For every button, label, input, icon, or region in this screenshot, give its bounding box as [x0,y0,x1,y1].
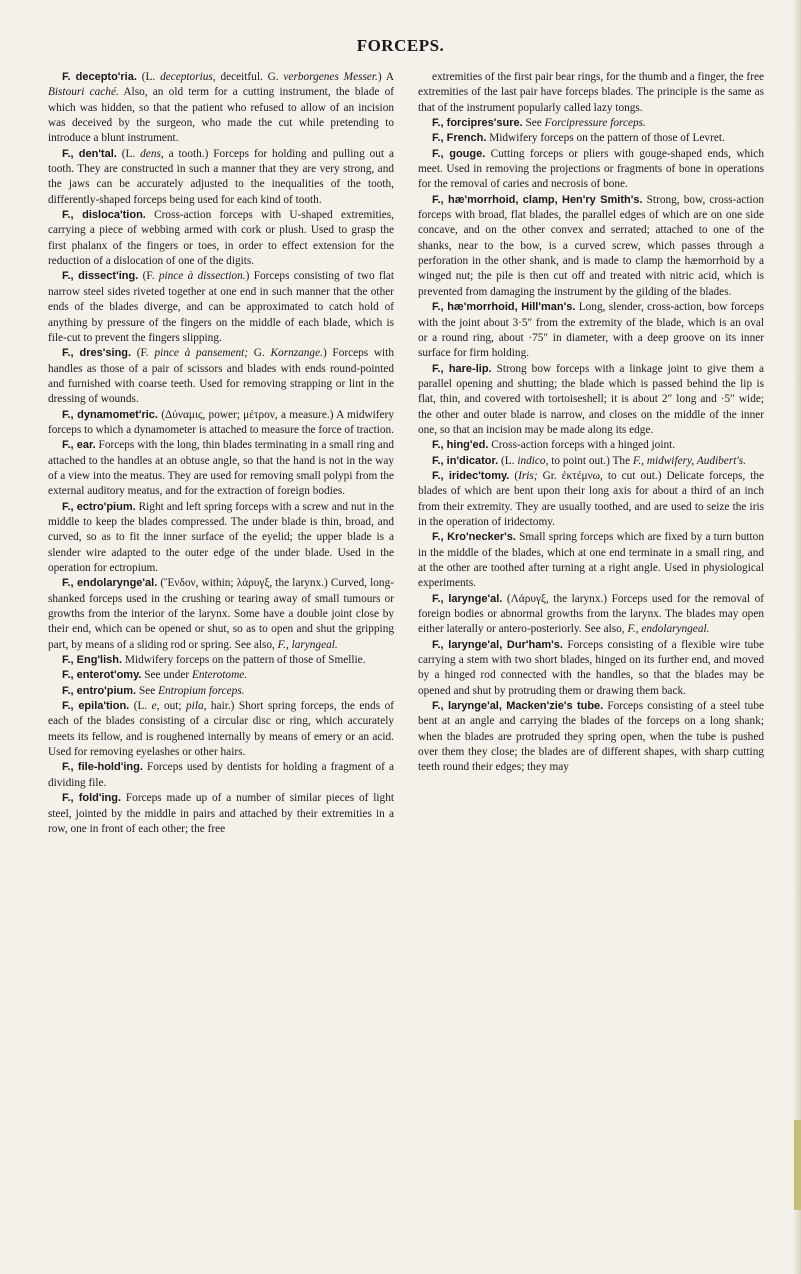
entry-italic-text: e, [151,700,160,713]
entry-headword: F., larynge'al. [432,592,503,605]
entry-headword: F., forcipres'sure. [432,117,523,130]
entry-text: Strong, bow, cross-action forceps with broad, flat blades, the parallel edges of which are on one side concave, and on the other convex and serrated; attached to one of the shanks, near to the bow, is a curved screw, which passes through a perforation in the other shank, and is made to clamp the hæmorrhoid by a winged nut; the pile is then cut off and treated with nitric acid, which is prevented from damaging the instrument by the gilding of the blades. [418,193,764,298]
entry-headword: F., den'tal. [62,147,117,160]
entry-headword: F., file-hold'ing. [62,761,143,774]
entry-text: out; [159,700,187,713]
entry-text: (F. [131,347,155,360]
entry-headword: F., disloca'tion. [62,209,146,222]
entry-italic-text: Forcipressure forceps. [544,117,646,130]
entry-headword: F., enterot'omy. [62,669,142,682]
entry-text: Cross-action forceps with U-shaped extremities, carrying a piece of webbing armed with cork or plush. Used to grasp the first phalanx of the fingers or toes, in order to effect extension for the reduction of a dislocation of one of the digits. [48,209,394,268]
dictionary-entry [48,699,394,760]
dictionary-entry [418,300,764,361]
page-edge [793,0,801,1274]
entry-headword: F., larynge'al, Dur'ham's. [432,638,563,651]
dictionary-entry [418,638,764,699]
dictionary-entry [48,668,394,683]
entry-headword: F., epila'tion. [62,700,130,713]
entry-headword: F., dres'sing. [62,347,132,360]
dictionary-entry [418,454,764,469]
entry-text: Right and left spring forceps with a screw and nut in the middle to keep the blades compressed. The under blade is thin, broad, and curved, so as to fit the inner surface of the eyelid; the upper blade is a slender wire adapted to the outer edge of the under blade. Used in the operation for ectropium. [48,500,394,574]
entry-italic-text: dens, [140,147,164,160]
entry-text: Forceps made up of a number of similar pieces of light steel, jointed by the middle in pairs and attached by their extremities in a row, one in front of each other; the free [48,792,394,835]
entry-headword: F., ear. [62,439,96,452]
dictionary-columns [48,70,764,1250]
entry-text: (L. [116,147,141,160]
entry-headword: F., fold'ing. [62,792,122,805]
entry-text: (F. [138,270,159,283]
entry-italic-text: Enterotome. [191,669,248,682]
entry-italic-text: deceptorius, [160,71,216,83]
dictionary-entry [48,147,394,208]
entry-headword: F., Kro'necker's. [432,531,516,544]
entry-headword: F., Eng'lish. [62,654,123,667]
dictionary-entry [48,684,394,699]
entry-italic-text: Kornzange. [270,347,323,360]
entry-italic-text: F., endolaryngeal. [627,623,710,636]
entry-text: See [522,117,545,130]
entry-text: Cross-action forceps with a hinged joint. [488,439,676,452]
dictionary-entry [48,576,394,653]
entry-headword: F., hæ'morrhoid, clamp, Hen'ry Smith's. [432,193,643,206]
entry-italic-text: verborgenes Messer. [283,71,378,83]
dictionary-entry [48,760,394,791]
dictionary-entry [48,791,394,837]
dictionary-entry [418,193,764,300]
entry-text: Also, an old term for a cutting instrument, the blade of which was hidden, so that the patient who refused to allow of an incision was deceived by the surgeon, who made the cut while pretending to introduce a blunt instrument. [48,86,394,145]
entry-italic-text: Bistouri caché. [48,86,119,99]
entry-text: ) Forceps consisting of two flat narrow steel sides riveted together at one end in such manner that the other ends of the blades diverge, and can be approximated to catch hold of anything by pressure of the fingers on the middle of each blade, which is file-cut to prevent the fingers slipping. [48,270,394,344]
entry-text: Gr. ἐκτέμνω, to cut out.) Delicate forceps, the blades of which are bent upon their long axis for about a third of an inch from their extremity. They are usually toothed, and are used to seize the iris in the operation of iridectomy. [418,469,765,528]
entry-text: (Ἔνδον, within; λάρυγξ, the larynx.) Curved, long-shanked forceps used in the crushing or tearing away of small tumours or growths from the interior of the larynx. Some have a double joint close by their end, which can be opened or shut, so as to open and shut the gripping part, by means of a sliding rod or spring. See also, [48,577,394,651]
left-column [48,70,394,1250]
dictionary-entry [48,269,394,346]
entry-text: a tooth.) Forceps for holding and pulling out a tooth. They are constructed in such a manner that they are very strong, and the jaws can be accurately adjusted to the inequalities of the tooth, differently-shaped forceps being used for each kind of tooth. [48,147,394,206]
dictionary-entry [48,208,394,269]
entry-italic-text: pince à dissection. [158,270,246,283]
entry-headword: F. decepto'ria. [62,71,137,83]
entry-text: G. [248,347,271,360]
entry-headword: F., hing'ed. [432,439,489,452]
entry-italic-text: pila, [186,700,207,713]
entry-text: (Λάρυγξ, the larynx.) Forceps used for the removal of foreign bodies or abnormal growths from the larynx. The blades may open either laterally or antero-posteriorly. See also, [418,592,764,636]
entry-text: (Δύναμις, power; μέτρον, a measure.) A midwifery forceps to which a dynamometer is attached to measure the force of traction. [48,408,395,436]
entry-text: (L. [129,700,152,713]
dictionary-entry [418,131,764,146]
dictionary-entry [418,530,764,591]
entry-text: deceitful. G. [215,71,284,83]
entry-headword: F., larynge'al, Macken'zie's tube. [432,700,604,713]
entry-italic-text: Iris; [518,469,538,482]
dictionary-entry [418,116,764,131]
entry-text: hair.) Short spring forceps, the ends of each of the blades consisting of a circular disc or ring, which accurately meets its fellow, and is roughened internally by means of emery or an acid. Used for removing eyelashes or other hairs. [48,700,394,759]
entry-text: Forceps consisting of a flexible wire tube carrying a stem with two short blades, hinged on its further end, and moved by a hinged rod connected with the handles, so that the blades may be opened and shut by protruding them or drawing them back. [418,638,764,697]
right-column [418,70,764,1250]
entry-text: Small spring forceps which are fixed by a turn button in the middle of the blades, which at one end terminate in a small ring, and at the other are toothed after turning at a right angle. Used in physiological experiments. [418,531,764,590]
dictionary-entry [418,699,764,776]
entry-text: Forceps consisting of a steel tube bent at an angle and carrying the blades of the forceps on a long shank; when the blades are protruded they spring open, when the tube is pushed over them they close; the blades are of different shapes, with sharp cutting teeth round their edges; they may [418,700,764,774]
entry-headword: F., hare-lip. [432,362,492,375]
entry-text: ( [509,469,519,482]
dictionary-entry [418,70,764,116]
dictionary-entry [48,346,394,407]
dictionary-entry [48,500,394,577]
entry-text: to point out.) The [548,454,633,467]
entry-text: Midwifery forceps on the pattern of those of Levret. [486,132,725,145]
entry-text: See under [141,669,192,682]
entry-headword: F., dynamomet'ric. [62,408,158,421]
page-title: FORCEPS. [356,36,445,55]
entry-text: extremities of the first pair bear rings, for the thumb and a finger, the free extremities of the last pair have forceps blades. The principle is the same as that of the instrument popularly called lazy tongs. [418,71,764,114]
dictionary-entry [418,469,764,530]
entry-headword: F., hæ'morrhoid, Hill'man's. [432,301,576,314]
entry-text: ) A [377,71,394,83]
entry-headword: F., iridec'tomy. [432,469,510,482]
page-tab-marker [794,1120,801,1210]
entry-italic-text: indico, [517,454,549,467]
dictionary-entry [418,147,764,193]
entry-headword: F., gouge. [432,147,486,160]
entry-headword: F., French. [432,132,487,145]
entry-headword: F., in'dicator. [432,454,499,467]
entry-text: Forceps with the long, thin blades terminating in a small ring and attached to the handles at an obtuse angle, so that the hand is not in the way of a view into the meatus. They are used for removing small polypi from the external auditory meatus, and for the extraction of foreign bodies. [48,439,394,498]
dictionary-entry [418,592,764,638]
entry-text: Strong bow forceps with a linkage joint to give them a parallel opening and shutting; the blade which is passed behind the lip is flat, thin, and covered with tortoiseshell; it is about 2″ long and ·5″ wide; the other and outer blade is narrow, and closes on the middle of the inner one, so that an incision may be made along its edge. [418,362,764,436]
dictionary-entry [418,438,764,453]
dictionary-entry [48,438,394,499]
entry-italic-text: Entropium forceps. [158,684,245,697]
entry-text: Midwifery forceps on the pattern of those of Smellie. [122,654,366,667]
dictionary-entry [48,70,394,147]
entry-text: Forceps used by dentists for holding a fragment of a dividing file. [48,761,394,789]
entry-headword: F., entro'pium. [62,684,137,697]
entry-italic-text: F., midwifery, Audibert's. [632,454,746,467]
entry-text: (L. [498,454,518,467]
entry-headword: F., dissect'ing. [62,270,139,283]
entry-text: See [136,684,159,697]
entry-italic-text: pince à pansement; [154,347,249,360]
dictionary-entry [418,362,764,439]
dictionary-entry [48,408,394,439]
entry-italic-text: F., laryngeal. [277,638,338,651]
entry-headword: F., ectro'pium. [62,500,136,513]
dictionary-entry [48,653,394,668]
entry-text: ) Forceps with handles as those of a pair of scissors and blades with ends round-pointed and furnished with coarse teeth. Used for removing strapping or lint in the dressing of wounds. [48,347,394,406]
entry-text: (L. [136,71,161,83]
entry-text: Cutting forceps or pliers with gouge-shaped ends, which meet. Used in removing the projections or fragments of bone in operations for the removal of caries and necrosis of bone. [418,147,764,191]
entry-text: Long, slender, cross-action, bow forceps with the joint about 3·5″ from the extremity of the blade, which is an oval or a round ring, about ·75″ in diameter, with a deep groove on its inner surface for firm holding. [418,301,764,360]
entry-headword: F., endolarynge'al. [62,577,158,590]
